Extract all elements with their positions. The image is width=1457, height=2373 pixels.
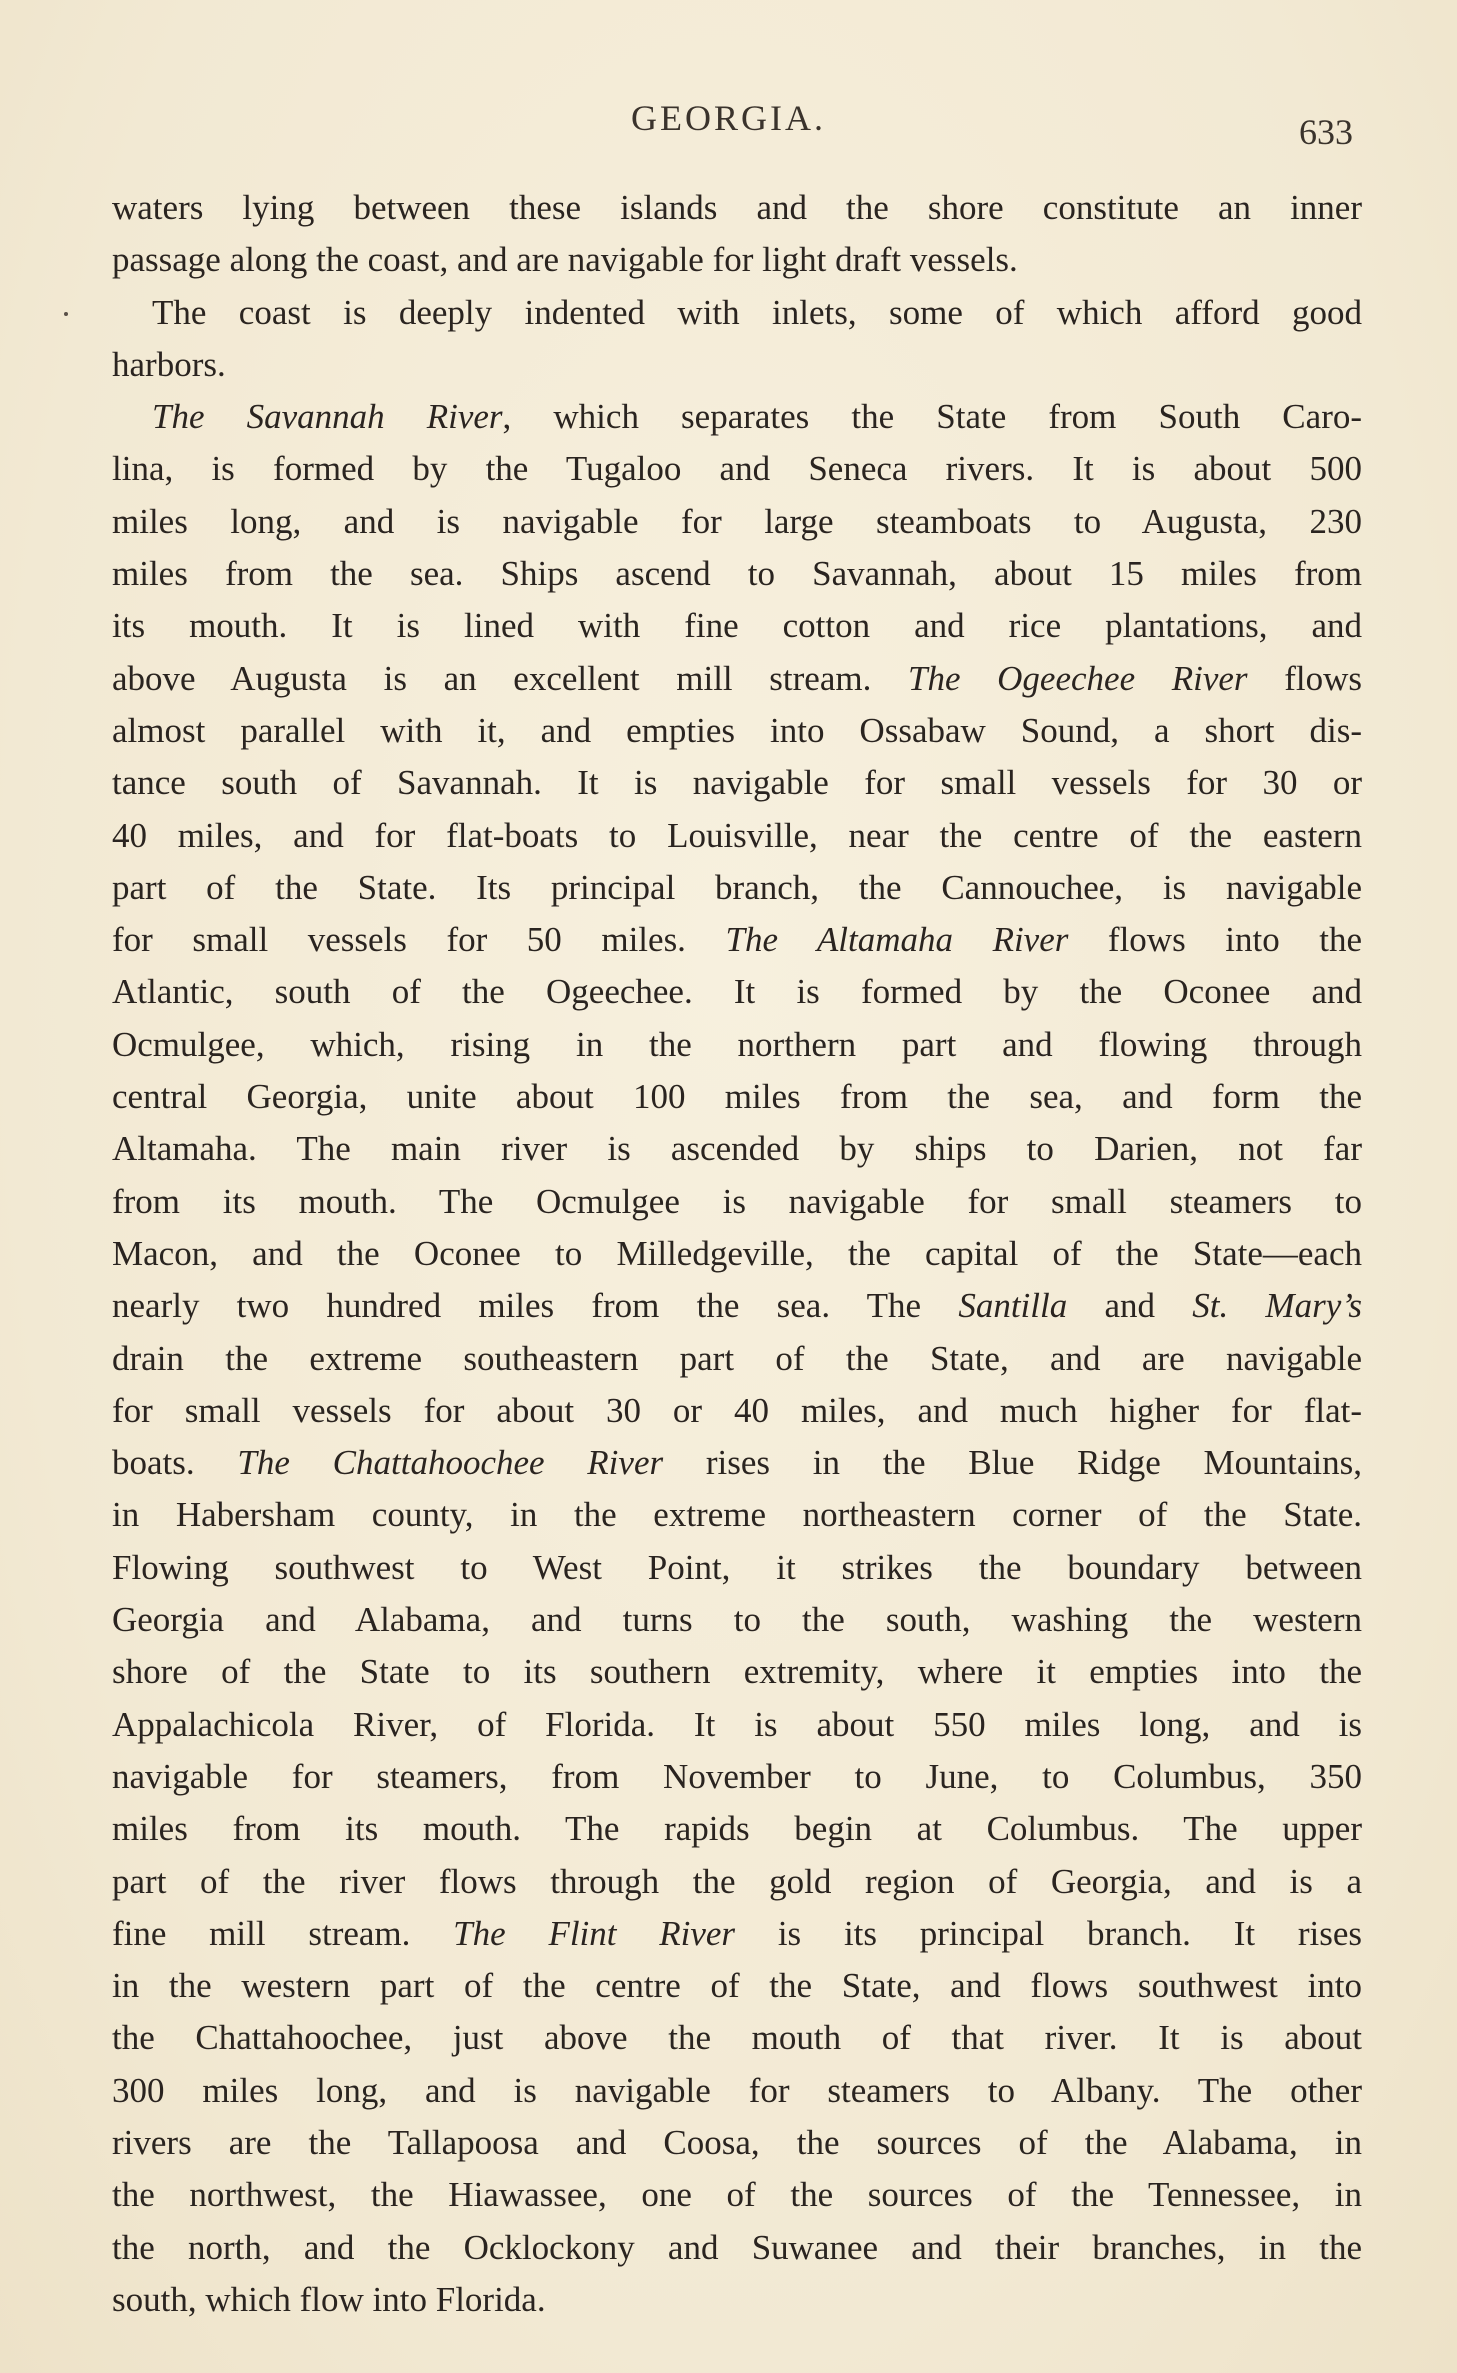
italic-phrase: The Chattahoochee River (237, 1443, 664, 1483)
text-line (112, 2012, 1362, 2064)
text-segment: boats. (112, 1443, 238, 1483)
text-segment: passage along the coast, and are navigable for light draft vessels. (112, 240, 1018, 280)
text-line (112, 443, 1362, 495)
text-segment: The coast is deeply indented with inlets, some of which afford good (152, 292, 1362, 332)
text-line (112, 1856, 1362, 1908)
text-line (112, 1176, 1362, 1228)
text-line (112, 2274, 1362, 2326)
text-segment: Ocmulgee, which, rising in the northern part and flowing through (112, 1024, 1362, 1064)
text-line (112, 2222, 1362, 2274)
text-line (112, 1333, 1362, 1385)
text-segment: Atlantic, south of the Ogeechee. It is formed by the Oconee and (112, 972, 1362, 1012)
text-line (112, 391, 1362, 443)
text-segment: almost parallel with it, and empties into Ossabaw Sound, a short dis- (112, 710, 1362, 750)
text-line (112, 966, 1362, 1018)
text-line (112, 1699, 1362, 1751)
text-segment: for small vessels for 50 miles. (112, 920, 726, 960)
text-segment: in Habersham county, in the extreme northeastern corner of the State. (112, 1495, 1362, 1535)
text-segment: Macon, and the Oconee to Milledgeville, the capital of the State—each (112, 1233, 1362, 1273)
text-segment: rises in the Blue Ridge Mountains, (663, 1443, 1362, 1483)
text-segment: lina, is formed by the Tugaloo and Seneca rivers. It is about 500 (112, 449, 1362, 489)
text-segment: Appalachicola River, of Florida. It is about 550 miles long, and is (112, 1704, 1362, 1744)
text-line (112, 287, 1362, 339)
text-line (112, 1908, 1362, 1960)
text-line (112, 2169, 1362, 2221)
text-line (112, 1489, 1362, 1541)
text-segment: the Chattahoochee, just above the mouth of that river. It is about (112, 2018, 1362, 2058)
text-line (112, 1437, 1362, 1489)
text-line (112, 757, 1362, 809)
italic-phrase: The Flint River (453, 1913, 736, 1953)
text-segment: the north, and the Ocklockony and Suwanee and their branches, in the (112, 2227, 1362, 2267)
text-segment: Georgia and Alabama, and turns to the south, washing the western (112, 1600, 1362, 1640)
text-line (112, 810, 1362, 862)
text-segment: 40 miles, and for flat-boats to Louisville, near the centre of the eastern (112, 815, 1362, 855)
text-segment: for small vessels for about 30 or 40 miles, and much higher for flat- (112, 1390, 1362, 1430)
italic-phrase: St. Mary’s (1192, 1286, 1362, 1326)
text-segment: south, which flow into Florida. (112, 2279, 546, 2319)
text-line (112, 496, 1362, 548)
text-segment: from its mouth. The Ocmulgee is navigable for small steamers to (112, 1181, 1362, 1221)
text-line (112, 1803, 1362, 1855)
text-segment: , which separates the State from South Caro- (502, 397, 1362, 437)
text-line (112, 1071, 1362, 1123)
text-segment: its mouth. It is lined with fine cotton and rice plantations, and (112, 606, 1362, 646)
page-number: 633 (1299, 112, 1353, 152)
text-segment: harbors. (112, 344, 226, 384)
text-segment: flows into the (1068, 920, 1362, 960)
text-segment: part of the river flows through the gold region of Georgia, and is a (112, 1861, 1362, 1901)
text-segment: tance south of Savannah. It is navigable for small vessels for 30 or (112, 763, 1362, 803)
text-segment: miles from the sea. Ships ascend to Savannah, about 15 miles from (112, 554, 1362, 594)
text-segment: flows (1247, 658, 1362, 698)
text-line (112, 653, 1362, 705)
text-segment: Flowing southwest to West Point, it strikes the boundary between (112, 1547, 1362, 1587)
text-segment: Altamaha. The main river is ascended by ships to Darien, not far (112, 1129, 1362, 1169)
text-line (112, 1542, 1362, 1594)
text-segment: 300 miles long, and is navigable for steamers to Albany. The other (112, 2070, 1362, 2110)
italic-phrase: The Altamaha River (725, 920, 1069, 960)
text-line (112, 1280, 1362, 1332)
text-line (112, 1751, 1362, 1803)
text-segment: miles from its mouth. The rapids begin at Columbus. The upper (112, 1809, 1362, 1849)
text-segment: part of the State. Its principal branch, the Cannouchee, is navigable (112, 867, 1362, 907)
text-segment: is its principal branch. It rises (735, 1913, 1362, 1953)
text-line (112, 1019, 1362, 1071)
italic-phrase: The Savannah River (152, 397, 503, 437)
italic-phrase: Santilla (958, 1286, 1068, 1326)
body-text (112, 182, 1362, 2326)
text-segment: miles long, and is navigable for large steamboats to Augusta, 230 (112, 501, 1362, 541)
text-segment: the northwest, the Hiawassee, one of the sources of the Tennessee, in (112, 2175, 1362, 2215)
text-line (112, 182, 1362, 234)
text-line (112, 1385, 1362, 1437)
text-segment: nearly two hundred miles from the sea. The (112, 1286, 959, 1326)
italic-phrase: The Ogeechee River (908, 658, 1248, 698)
margin-speck (64, 312, 68, 316)
text-line (112, 600, 1362, 652)
text-line (112, 1594, 1362, 1646)
text-line (112, 234, 1362, 286)
text-segment: drain the extreme southeastern part of the State, and are navigable (112, 1338, 1362, 1378)
text-line (112, 2117, 1362, 2169)
text-line (112, 1646, 1362, 1698)
text-segment: fine mill stream. (112, 1913, 454, 1953)
text-line (112, 862, 1362, 914)
text-segment: central Georgia, unite about 100 miles from the sea, and form the (112, 1077, 1362, 1117)
text-line (112, 339, 1362, 391)
running-head (0, 96, 1457, 156)
running-title: GEORGIA. (631, 98, 826, 138)
text-segment: rivers are the Tallapoosa and Coosa, the sources of the Alabama, in (112, 2122, 1362, 2162)
text-segment: and (1067, 1286, 1193, 1326)
text-segment: navigable for steamers, from November to June, to Columbus, 350 (112, 1756, 1362, 1796)
text-segment: waters lying between these islands and the shore constitute an inner (112, 188, 1362, 227)
text-segment: in the western part of the centre of the State, and flows southwest into (112, 1966, 1362, 2006)
text-line (112, 548, 1362, 600)
text-line (112, 914, 1362, 966)
text-segment: above Augusta is an excellent mill stream. (112, 658, 908, 698)
text-line (112, 1228, 1362, 1280)
text-line (112, 1960, 1362, 2012)
text-segment: shore of the State to its southern extremity, where it empties into the (112, 1652, 1362, 1692)
text-line (112, 2065, 1362, 2117)
text-line (112, 1123, 1362, 1175)
text-line (112, 705, 1362, 757)
